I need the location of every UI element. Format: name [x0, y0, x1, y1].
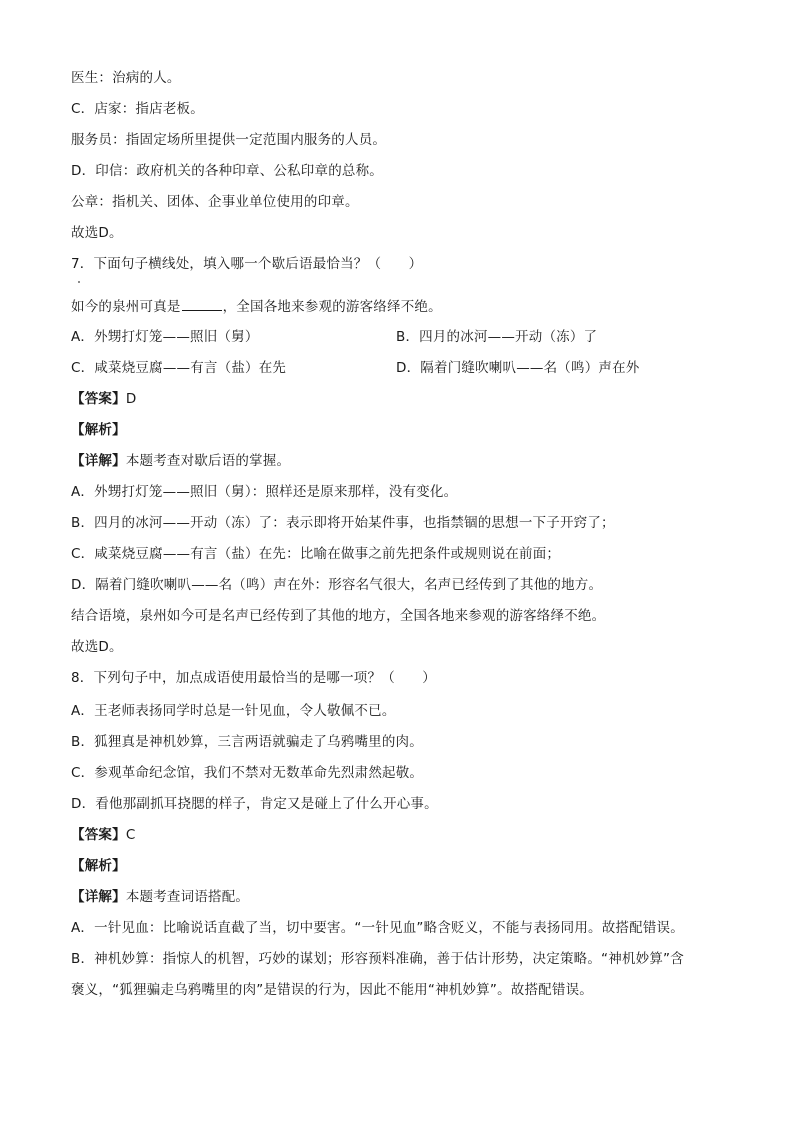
option-d: D．隔着门缝吹喇叭——名（鸣）声在外 — [396, 360, 640, 376]
answer-label: 【答案】 — [71, 391, 126, 407]
question-7-title: 7．下面句子横线处，填入哪一个歇后语最恰当？（ ） — [71, 256, 423, 272]
question-7-sentence — [71, 296, 442, 317]
answer-line — [71, 825, 135, 845]
option-a: A．外甥打灯笼——照旧（舅） — [71, 329, 259, 345]
option-d: D．看他那副抓耳挠腮的样子，肯定又是碰上了什么开心事。 — [71, 796, 438, 812]
explanation-a: A．一针见血：比喻说话直截了当，切中要害。“一针见血”略含贬义，不能与表扬同用。故搭配错误。 — [71, 920, 684, 936]
conclusion-text: 结合语境，泉州如今可是名声已经传到了其他的地方，全国各地来参观的游客络绎不绝。 — [71, 608, 606, 624]
explanation-d: D．隔着门缝吹喇叭——名（鸣）声在外：形容名气很大，名声已经传到了其他的地方。 — [71, 577, 603, 593]
text-line: 故选D。 — [71, 225, 123, 241]
detail-label: 【详解】 — [71, 453, 126, 469]
answer-line — [71, 389, 136, 409]
text-line: 公章：指机关、团体、企事业单位使用的印章。 — [71, 194, 359, 210]
explanation-a: A．外甥打灯笼——照旧（舅）：照样还是原来那样，没有变化。 — [71, 484, 458, 500]
sentence-part: 如今的泉州可真是 — [71, 299, 181, 315]
option-c: C．咸菜烧豆腐——有言（盐）在先 — [71, 360, 287, 376]
answer-label: 【答案】 — [71, 827, 126, 843]
choice-text: 故选D。 — [71, 639, 123, 655]
detail-line — [71, 887, 249, 907]
answer-value: D — [125, 391, 137, 407]
detail-text: 本题考查对歇后语的掌握。 — [125, 453, 291, 469]
sentence-part: ，全国各地来参观的游客络绎不绝。 — [222, 299, 442, 315]
analysis-label: 【解析】 — [71, 422, 126, 438]
detail-text: 本题考查词语搭配。 — [125, 889, 250, 905]
text-line: 医生：治病的人。 — [71, 70, 181, 86]
option-a: A．王老师表扬同学时总是一针见血，令人敬佩不已。 — [71, 703, 396, 719]
text-line: D．印信：政府机关的各种印章、公私印章的总称。 — [71, 163, 383, 179]
option-c: C．参观革命纪念馆，我们不禁对无数革命先烈肃然起敬。 — [71, 765, 424, 781]
text-line: C．店家：指店老板。 — [71, 101, 204, 117]
answer-value: C — [125, 827, 136, 843]
explanation-b: B．四月的冰河——开动（冻）了：表示即将开始某件事，也指禁锢的思想一下子开窍了； — [71, 515, 615, 531]
text-line: 服务员：指固定场所里提供一定范围内服务的人员。 — [71, 132, 387, 148]
explanation-c: C．咸菜烧豆腐——有言（盐）在先：比喻在做事之前先把条件或规则说在前面； — [71, 546, 561, 562]
option-b: B．四月的冰河——开动（冻）了 — [396, 329, 598, 345]
detail-label: 【详解】 — [71, 889, 126, 905]
explanation-b-continued: 褒义，“狐狸骗走乌鸦嘴里的肉”是错误的行为，因此不能用“神机妙算”。故搭配错误。 — [71, 982, 593, 998]
explanation-b: B．神机妙算：指惊人的机智，巧妙的谋划；形容预料准确，善于估计形势，决定策略。“神机妙算”含 — [71, 951, 684, 967]
analysis-label: 【解析】 — [71, 858, 126, 874]
question-8-title: 8．下列句子中，加点成语使用最恰当的是哪一项？（ ） — [71, 670, 436, 686]
fill-in-blank — [182, 296, 222, 311]
option-b: B．狐狸真是神机妙算，三言两语就骗走了乌鸦嘴里的肉。 — [71, 734, 423, 750]
detail-line — [71, 451, 290, 471]
dot-mark — [78, 281, 80, 283]
